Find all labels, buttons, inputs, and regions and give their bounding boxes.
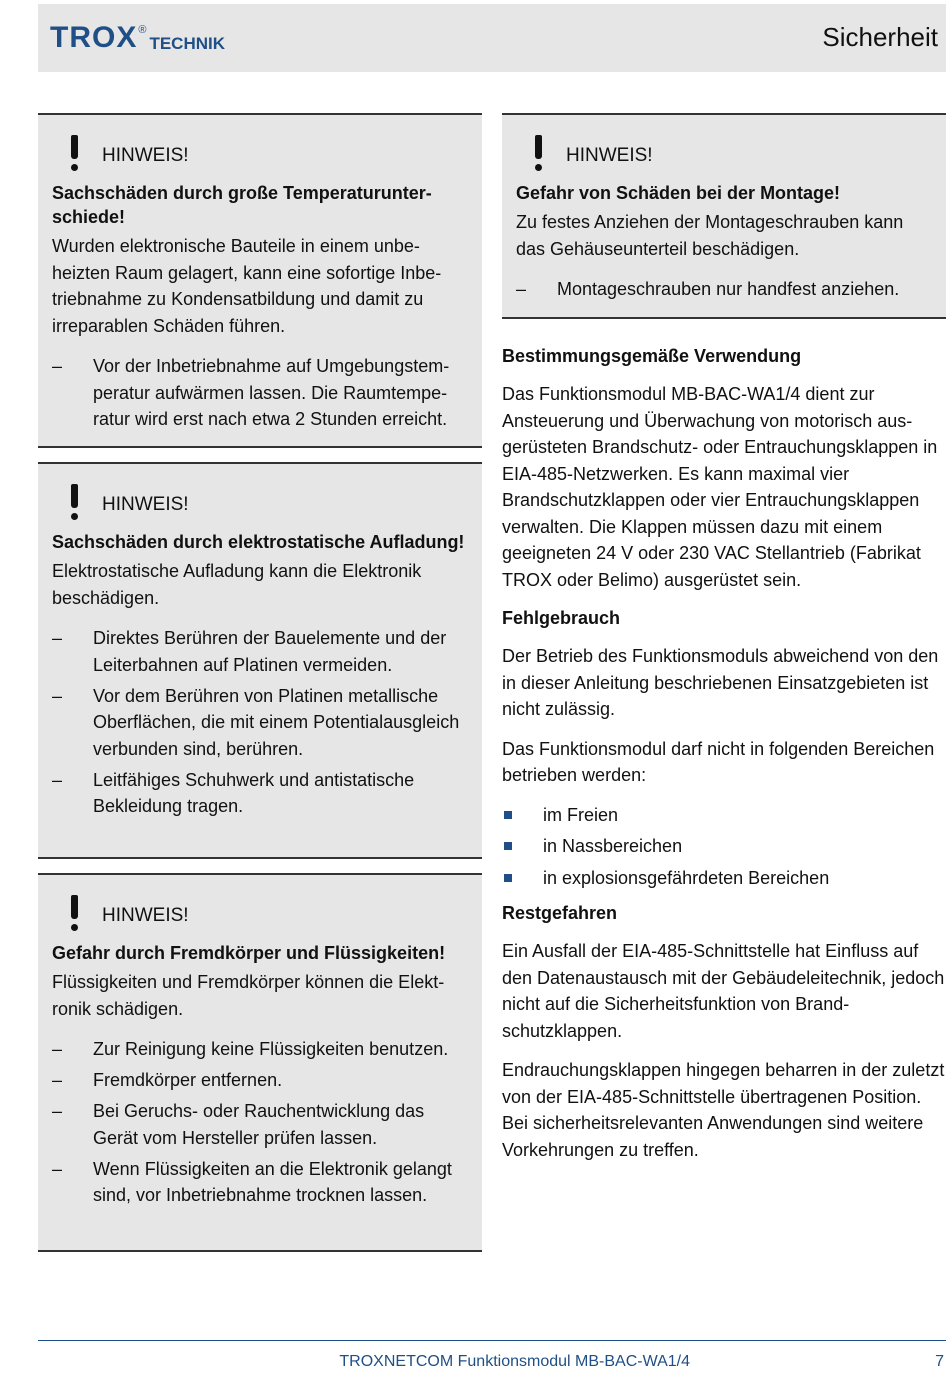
list-item: im Freien (502, 802, 946, 829)
notice-title: Sachschäden durch elektrostatische Aufladung! (52, 532, 465, 552)
list-item: – Zur Reinigung keine Flüssigkeiten benutzen. (52, 1036, 468, 1063)
notice-text: Zu festes Anziehen der Montageschrauben kann das Gehäuseunterteil beschädigen. (516, 212, 904, 259)
list-item: – Vor der Inbetriebnahme auf Umgebungstemperatur aufwärmen lassen. Die Raumtemperatur wird erst nach etwa 2 Stunden erreicht. (52, 353, 468, 433)
square-bullet-icon (504, 811, 512, 819)
list-item: – Wenn Flüssigkeiten an die Elektronik gelangt sind, vor Inbetriebnahme trocknen lassen. (52, 1156, 468, 1209)
notice-header (52, 133, 468, 173)
misuse-list (502, 802, 946, 892)
footer-divider (38, 1340, 946, 1341)
notice-header (516, 133, 932, 173)
heading-residual-risks: Restgefahren (502, 903, 618, 923)
list-item: – Bei Geruchs- oder Rauchentwicklung das Gerät vom Hersteller prüfen lassen. (52, 1098, 468, 1151)
logo-wordmark: TROX (50, 21, 138, 54)
notice-label: HINWEIS! (566, 145, 653, 166)
list-item: – Direktes Berühren der Bauelemente und der Leiterbahnen auf Platinen vermeiden. (52, 625, 468, 678)
notice-title: Gefahr von Schäden bei der Montage! (516, 183, 841, 203)
page-number: 7 (935, 1353, 944, 1370)
notice-text: Elektrostatische Aufladung kann die Elektronik beschädigen. (52, 561, 422, 608)
notice-box-electrostatic (38, 462, 482, 859)
list-item: – Vor dem Berühren von Platinen metallische Oberflächen, die mit einem Potentialausgleich verbunden sind, berühren. (52, 683, 468, 763)
section-title: Sicherheit (822, 22, 938, 52)
notice-text: Flüssigkeiten und Fremdkörper können die Elektronik schädigen. (52, 972, 445, 1019)
list-item: in explosionsgefährdeten Bereichen (502, 865, 946, 892)
notice-label: HINWEIS! (102, 905, 189, 926)
list-item: – Fremdkörper entfernen. (52, 1067, 468, 1094)
notice-text: Wurden elektronische Bauteile in einem unbeheizten Raum gelagert, kann eine sofortige Inbetriebnahme zu Kondensatbildung und damit zu irreparablen Schäden führen. (52, 236, 442, 336)
notice-header (52, 893, 468, 933)
paragraph-intended-use: Das Funktionsmodul MB-BAC-WA1/4 dient zur Ansteuerung und Überwachung von motorisch ausgerüsteten Brandschutz- oder Entrauchungsklappen in EIA-485-Netzwerken. Es kann maximal vier Brandschutzklappen oder vier Entrauchungsklappen verwalten. Die Klappen müssen dazu mit einem geeigneten 24 V oder 230 VAC Stellantrieb (Fabrikat TROX oder Belimo) ausgerüstet sein. (502, 384, 938, 590)
notice-box-mounting (502, 113, 946, 319)
heading-intended-use: Bestimmungsgemäße Verwendung (502, 346, 802, 366)
notice-label: HINWEIS! (102, 145, 189, 166)
notice-list (52, 353, 468, 433)
notice-box-temperature (38, 113, 482, 448)
notice-title: Sachschäden durch große Temperaturunterschiede! (52, 183, 432, 227)
notice-list (52, 1036, 468, 1209)
exclamation-icon (68, 895, 80, 931)
heading-misuse: Fehlgebrauch (502, 608, 621, 628)
list-item: in Nassbereichen (502, 833, 946, 860)
logo-subtext: TECHNIK (149, 34, 226, 53)
notice-box-liquids (38, 873, 482, 1252)
paragraph-risks-2: Endrauchungsklappen hingegen beharren in der zuletzt von der EIA-485-Schnittstelle übertragenen Position. Bei sicherheitsrelevanten Anwendungen sind weitere Vorkehrungen zu treffen. (502, 1060, 945, 1160)
notice-header (52, 482, 468, 522)
paragraph-misuse-1: Der Betrieb des Funktionsmoduls abweichend von den in dieser Anleitung beschriebenen Einsatzgebieten ist nicht zulässig. (502, 646, 939, 719)
paragraph-risks-1: Ein Ausfall der EIA-485-Schnittstelle hat Einfluss auf den Datenaustausch mit der Gebäudeleitechnik, jedoch nicht auf die Sicherheitsfunktion von Brandschutzklappen. (502, 941, 945, 1041)
square-bullet-icon (504, 842, 512, 850)
exclamation-icon (68, 484, 80, 520)
exclamation-icon (68, 135, 80, 171)
exclamation-icon (532, 135, 544, 171)
page-header (38, 4, 946, 72)
trox-logo (50, 22, 225, 54)
notice-list (52, 625, 468, 820)
right-column-content (502, 344, 946, 1176)
notice-label: HINWEIS! (102, 494, 189, 515)
list-item: – Montageschrauben nur handfest anziehen. (516, 276, 932, 303)
registered-mark: ® (138, 24, 147, 36)
footer-title: TROXNETCOM Funktionsmodul MB-BAC-WA1/4 (339, 1353, 690, 1370)
paragraph-misuse-2: Das Funktionsmodul darf nicht in folgenden Bereichen betrieben werden: (502, 738, 935, 785)
list-item: – Leitfähiges Schuhwerk und antistatische Bekleidung tragen. (52, 767, 468, 820)
square-bullet-icon (504, 874, 512, 882)
notice-list (516, 276, 932, 303)
notice-title: Gefahr durch Fremdkörper und Flüssigkeiten! (52, 943, 446, 963)
